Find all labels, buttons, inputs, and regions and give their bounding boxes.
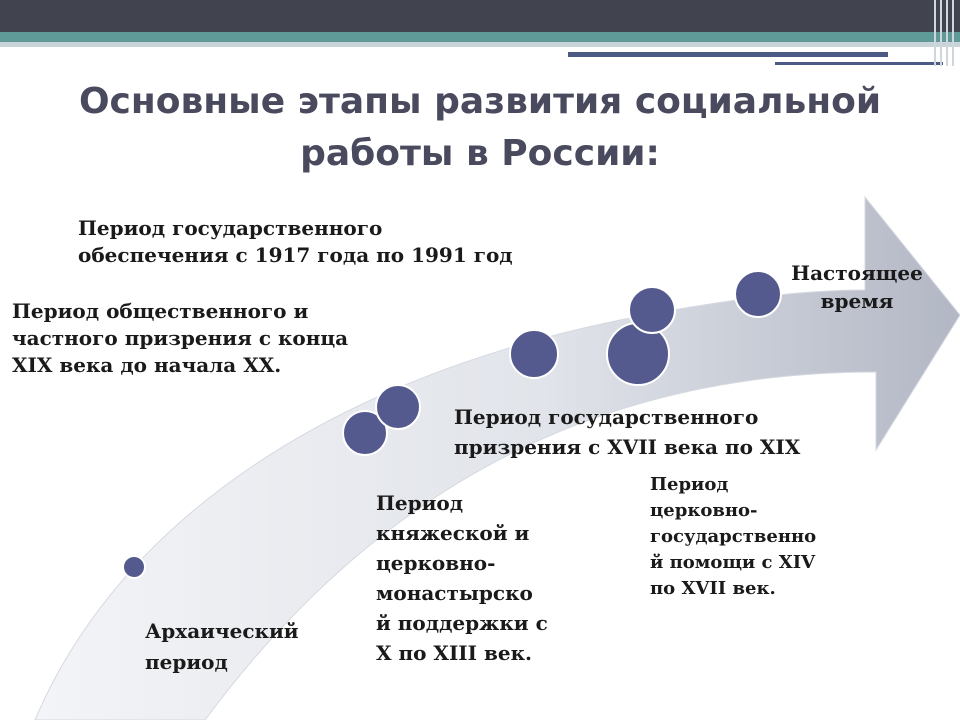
label-princely: Период княжеской и церковно- монастырско й поддержки с X по XIII век. <box>376 491 548 665</box>
label-archaic: Архаический период <box>145 619 299 674</box>
milestone-archaic <box>123 556 145 578</box>
label-state-provision: Период государственного обеспечения с 1917 года по 1991 год <box>78 216 513 267</box>
milestone-state-provision <box>629 287 675 333</box>
slide-title: Основные этапы развития социальной работы в России: <box>78 81 882 174</box>
label-present: Настоящее время <box>791 261 923 313</box>
milestone-state-charity <box>510 330 558 378</box>
milestone-present <box>735 271 781 317</box>
label-state-charity: Период государственного призрения с XVII века по XIX <box>454 405 801 459</box>
milestone-church-state <box>376 385 420 429</box>
label-church-state: Период церковно- государственно й помощи с XIV по XVII век. <box>650 474 817 599</box>
label-public-private: Период общественного и частного призрения с конца XIX века до начала XX. <box>12 299 349 377</box>
